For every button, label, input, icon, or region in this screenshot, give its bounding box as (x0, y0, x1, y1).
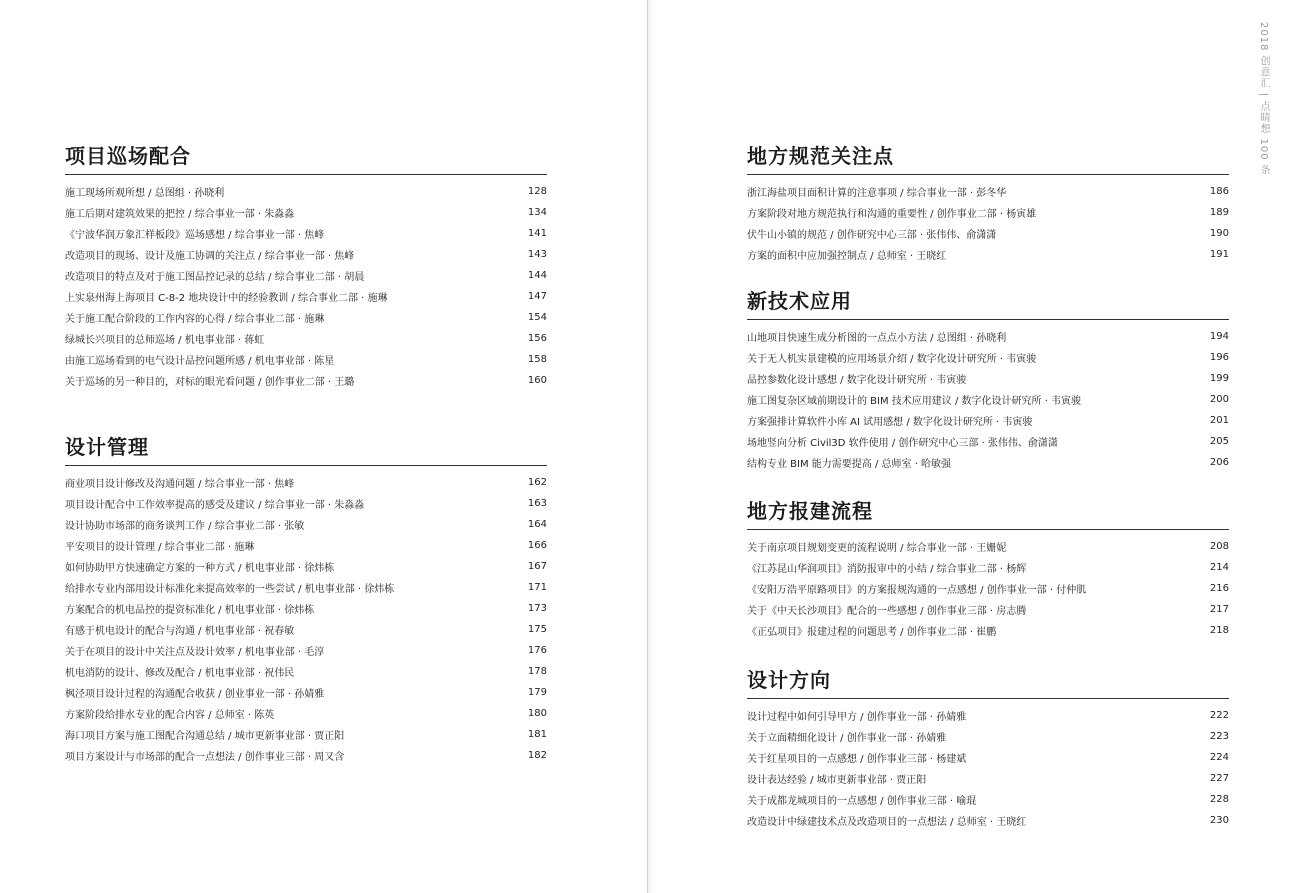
toc-page-number: 179 (527, 687, 547, 698)
toc-entry[interactable] (65, 307, 547, 328)
toc-entry[interactable] (747, 810, 1229, 831)
section-title: 设计管理 (65, 435, 149, 459)
toc-entry-title: 结构专业 BIM 能力需要提高 / 总师室 · 哈敏强 (747, 459, 952, 470)
toc-entry[interactable] (747, 747, 1229, 768)
toc-page-number: 222 (1209, 710, 1229, 721)
toc-page-number: 158 (527, 354, 547, 365)
toc-entry-title: 关于无人机实景建模的应用场景介绍 / 数字化设计研究所 · 韦寅骏 (747, 354, 1037, 365)
toc-entry-title: 设计过程中如何引导甲方 / 创作事业一部 · 孙婧雅 (747, 712, 967, 723)
toc-page-number: 199 (1209, 373, 1229, 384)
toc-entry-title: 施工图复杂区域前期设计的 BIM 技术应用建议 / 数字化设计研究所 · 韦寅骏 (747, 396, 1082, 407)
toc-entry-title: 绿城长兴项目的总师巡场 / 机电事业部 · 蒋虹 (65, 335, 265, 346)
toc-entry-title: 关于施工配合阶段的工作内容的心得 / 综合事业二部 · 施琳 (65, 314, 325, 325)
toc-entry-title: 项目方案设计与市场部的配合一点想法 / 创作事业三部 · 周又含 (65, 752, 345, 763)
toc-page-number: 164 (527, 519, 547, 530)
toc-entry-title: 关于成都龙城项目的一点感想 / 创作事业三部 · 喻琨 (747, 796, 977, 807)
toc-entry-title: 《宁波华润万象汇样板段》巡场感想 / 综合事业一部 · 焦峰 (65, 230, 325, 241)
toc-page-number: 191 (1209, 249, 1229, 260)
toc-entry[interactable] (65, 244, 547, 265)
toc-entry[interactable] (747, 536, 1229, 557)
toc-page-number: 227 (1209, 773, 1229, 784)
toc-page-number: 173 (527, 603, 547, 614)
toc-entry[interactable] (747, 223, 1229, 244)
toc-entry-title: 关于立面精细化设计 / 创作事业一部 · 孙婧雅 (747, 733, 947, 744)
toc-entry[interactable] (747, 389, 1229, 410)
toc-page-number: 200 (1209, 394, 1229, 405)
section-title: 设计方向 (747, 668, 831, 692)
toc-entries (65, 181, 547, 391)
toc-entry[interactable] (747, 705, 1229, 726)
toc-entry[interactable] (65, 202, 547, 223)
toc-entries (747, 705, 1229, 831)
toc-entry[interactable] (747, 368, 1229, 389)
section-project-site-inspection (65, 142, 547, 391)
toc-entry-title: 《正弘项目》报建过程的问题思考 / 创作事业二部 · 崔鹏 (747, 627, 997, 638)
toc-entry[interactable] (65, 598, 547, 619)
toc-page-number: 206 (1209, 457, 1229, 468)
toc-page-number: 156 (527, 333, 547, 344)
section-rule (65, 465, 547, 466)
toc-page-number: 163 (527, 498, 547, 509)
toc-entry[interactable] (65, 724, 547, 745)
section-title: 地方报建流程 (747, 499, 873, 523)
toc-entry-title: 《安阳万浩平原路项目》的方案报规沟通的一点感想 / 创作事业一部 · 付仲肌 (747, 585, 1087, 596)
toc-entry[interactable] (747, 202, 1229, 223)
toc-entry[interactable] (65, 493, 547, 514)
toc-entry[interactable] (65, 265, 547, 286)
toc-entry-title: 设计表达经验 / 城市更新事业部 · 贾正阳 (747, 775, 927, 786)
toc-entry[interactable] (65, 745, 547, 766)
toc-entry[interactable] (65, 577, 547, 598)
toc-entries (747, 326, 1229, 473)
toc-page-number: 186 (1209, 186, 1229, 197)
toc-entry-title: 方案强排计算软件小库 AI 试用感想 / 数字化设计研究所 · 韦寅骏 (747, 417, 1033, 428)
toc-entry[interactable] (65, 556, 547, 577)
toc-entry[interactable] (65, 223, 547, 244)
toc-page-number: 160 (527, 375, 547, 386)
toc-entry[interactable] (65, 535, 547, 556)
section-title: 项目巡场配合 (65, 144, 191, 168)
toc-entry-title: 如何协助甲方快速确定方案的一种方式 / 机电事业部 · 徐炜栋 (65, 563, 335, 574)
toc-entry[interactable] (65, 181, 547, 202)
toc-entry-title: 平安项目的设计管理 / 综合事业二部 · 施琳 (65, 542, 255, 553)
toc-page-number: 176 (527, 645, 547, 656)
toc-entry-title: 方案阶段给排水专业的配合内容 / 总师室 · 陈英 (65, 710, 275, 721)
toc-entry[interactable] (65, 703, 547, 724)
toc-entry-title: 品控参数化设计感想 / 数字化设计研究所 · 韦寅骏 (747, 375, 967, 386)
toc-entry-title: 改造项目的现场、设计及施工协调的关注点 / 综合事业一部 · 焦峰 (65, 251, 355, 262)
toc-entry-title: 方案阶段对地方规范执行和沟通的重要性 / 创作事业二部 · 杨寅雄 (747, 209, 1037, 220)
toc-page-number: 194 (1209, 331, 1229, 342)
section-rule (747, 174, 1229, 175)
section-new-technology (747, 287, 1229, 473)
toc-entry-title: 场地竖向分析 Civil3D 软件使用 / 创作研究中心三部 · 张伟伟、俞潇潇 (747, 438, 1058, 449)
section-local-approval-process (747, 497, 1229, 641)
toc-page-number: 175 (527, 624, 547, 635)
toc-page-number: 224 (1209, 752, 1229, 763)
toc-entry[interactable] (65, 661, 547, 682)
toc-entry-title: 浙江海盐项目面积计算的注意事项 / 综合事业一部 · 彭冬华 (747, 188, 1007, 199)
toc-entry[interactable] (747, 578, 1229, 599)
toc-page-number: 147 (527, 291, 547, 302)
toc-entry[interactable] (747, 599, 1229, 620)
toc-entry-title: 伏牛山小镇的规范 / 创作研究中心三部 · 张伟伟、俞潇潇 (747, 230, 997, 241)
toc-page-number: 214 (1209, 562, 1229, 573)
toc-entry-title: 有感于机电设计的配合与沟通 / 机电事业部 · 祝春敏 (65, 626, 295, 637)
toc-entry-title: 关于巡场的另一种目的，对标的眼光看问题 / 创作事业二部 · 王璐 (65, 377, 355, 388)
toc-entry-title: 关于红星项目的一点感想 / 创作事业三部 · 杨建斌 (747, 754, 967, 765)
toc-entry-title: 《江苏昆山华润项目》消防报审中的小结 / 综合事业二部 · 杨辉 (747, 564, 1027, 575)
spine-shadow (648, 0, 654, 893)
toc-page-number: 134 (527, 207, 547, 218)
toc-entry[interactable] (747, 452, 1229, 473)
toc-entry[interactable] (65, 682, 547, 703)
toc-entry[interactable] (65, 370, 547, 391)
toc-entry-title: 方案的面积中应加强控制点 / 总师室 · 王晓红 (747, 251, 947, 262)
toc-entries (747, 536, 1229, 641)
toc-page-number: 196 (1209, 352, 1229, 363)
toc-page-number: 217 (1209, 604, 1229, 615)
toc-page-number: 218 (1209, 625, 1229, 636)
toc-page-number: 143 (527, 249, 547, 260)
toc-page-number: 141 (527, 228, 547, 239)
section-rule (747, 529, 1229, 530)
running-header: 2018 创意汇 | 点睛想 100 条 (1258, 22, 1269, 176)
section-design-direction (747, 666, 1229, 831)
toc-page-number: 154 (527, 312, 547, 323)
toc-entry-title: 机电消防的设计、修改及配合 / 机电事业部 · 祝伟民 (65, 668, 295, 679)
toc-page-number: 216 (1209, 583, 1229, 594)
toc-entry-title: 施工后期对建筑效果的把控 / 综合事业一部 · 朱淼淼 (65, 209, 295, 220)
toc-entry-title: 枫泾项目设计过程的沟通配合收获 / 创业事业一部 · 孙婧雅 (65, 689, 325, 700)
toc-page-number: 230 (1209, 815, 1229, 826)
toc-entry[interactable] (65, 619, 547, 640)
toc-entry[interactable] (747, 768, 1229, 789)
toc-entry[interactable] (747, 726, 1229, 747)
toc-entry[interactable] (65, 286, 547, 307)
section-title: 新技术应用 (747, 289, 852, 313)
section-design-management (65, 433, 547, 766)
toc-entry-title: 商业项目设计修改及沟通问题 / 综合事业一部 · 焦峰 (65, 479, 295, 490)
toc-entry[interactable] (65, 472, 547, 493)
toc-entry-title: 海口项目方案与施工图配合沟通总结 / 城市更新事业部 · 贾正阳 (65, 731, 345, 742)
toc-entry-title: 施工现场所观所想 / 总图组 · 孙晓利 (65, 188, 225, 199)
toc-entry[interactable] (747, 557, 1229, 578)
toc-entry[interactable] (65, 328, 547, 349)
toc-entries (747, 181, 1229, 265)
toc-entry-title: 改造设计中绿建技术点及改造项目的一点想法 / 总师室 · 王晓红 (747, 817, 1027, 828)
toc-entry[interactable] (747, 410, 1229, 431)
toc-page-number: 205 (1209, 436, 1229, 447)
toc-page-number: 181 (527, 729, 547, 740)
toc-entry[interactable] (747, 620, 1229, 641)
toc-entry-title: 项目设计配合中工作效率提高的感受及建议 / 综合事业一部 · 朱淼淼 (65, 500, 365, 511)
toc-entry-title: 方案配合的机电品控的提资标准化 / 机电事业部 · 徐炜栋 (65, 605, 315, 616)
toc-entry[interactable] (747, 431, 1229, 452)
toc-entry-title: 给排水专业内部用设计标准化来提高效率的一些尝试 / 机电事业部 · 徐炜栋 (65, 584, 395, 595)
section-local-code-notes (747, 142, 1229, 265)
toc-page-number: 182 (527, 750, 547, 761)
toc-page-number: 201 (1209, 415, 1229, 426)
toc-entry[interactable] (747, 244, 1229, 265)
toc-entry-title: 由施工巡场看到的电气设计品控问题所感 / 机电事业部 · 陈星 (65, 356, 335, 367)
toc-page-number: 144 (527, 270, 547, 281)
toc-entry-title: 上实泉州海上海项目 C-8-2 地块设计中的经验教训 / 综合事业二部 · 施琳 (65, 293, 388, 304)
toc-entry-title: 改造项目的特点及对于施工图品控记录的总结 / 综合事业二部 · 胡晨 (65, 272, 365, 283)
toc-entry-title: 关于在项目的设计中关注点及设计效率 / 机电事业部 · 毛淳 (65, 647, 325, 658)
toc-entry[interactable] (747, 347, 1229, 368)
toc-entries (65, 472, 547, 766)
section-rule (747, 319, 1229, 320)
toc-page-number: 166 (527, 540, 547, 551)
section-rule (747, 698, 1229, 699)
toc-entry[interactable] (65, 349, 547, 370)
toc-page-number: 162 (527, 477, 547, 488)
toc-page-number: 180 (527, 708, 547, 719)
toc-entry[interactable] (747, 326, 1229, 347)
toc-page-number: 189 (1209, 207, 1229, 218)
toc-page-number: 228 (1209, 794, 1229, 805)
toc-entry[interactable] (65, 640, 547, 661)
toc-entry[interactable] (65, 514, 547, 535)
section-title: 地方规范关注点 (747, 144, 894, 168)
toc-entry[interactable] (747, 181, 1229, 202)
toc-page-number: 171 (527, 582, 547, 593)
toc-entry-title: 设计协助市场部的商务谈判工作 / 综合事业二部 · 张敏 (65, 521, 305, 532)
section-rule (65, 174, 547, 175)
toc-entry-title: 关于《中天长沙项目》配合的一些感想 / 创作事业三部 · 房志腾 (747, 606, 1027, 617)
toc-page-number: 190 (1209, 228, 1229, 239)
toc-page-number: 208 (1209, 541, 1229, 552)
toc-page-number: 223 (1209, 731, 1229, 742)
toc-entry[interactable] (747, 789, 1229, 810)
toc-page-number: 167 (527, 561, 547, 572)
toc-entry-title: 关于南京项目规划变更的流程说明 / 综合事业一部 · 王姗妮 (747, 543, 1007, 554)
toc-entry-title: 山地项目快速生成分析图的一点点小方法 / 总图组 · 孙晓利 (747, 333, 1007, 344)
toc-page-number: 178 (527, 666, 547, 677)
toc-page-number: 128 (527, 186, 547, 197)
